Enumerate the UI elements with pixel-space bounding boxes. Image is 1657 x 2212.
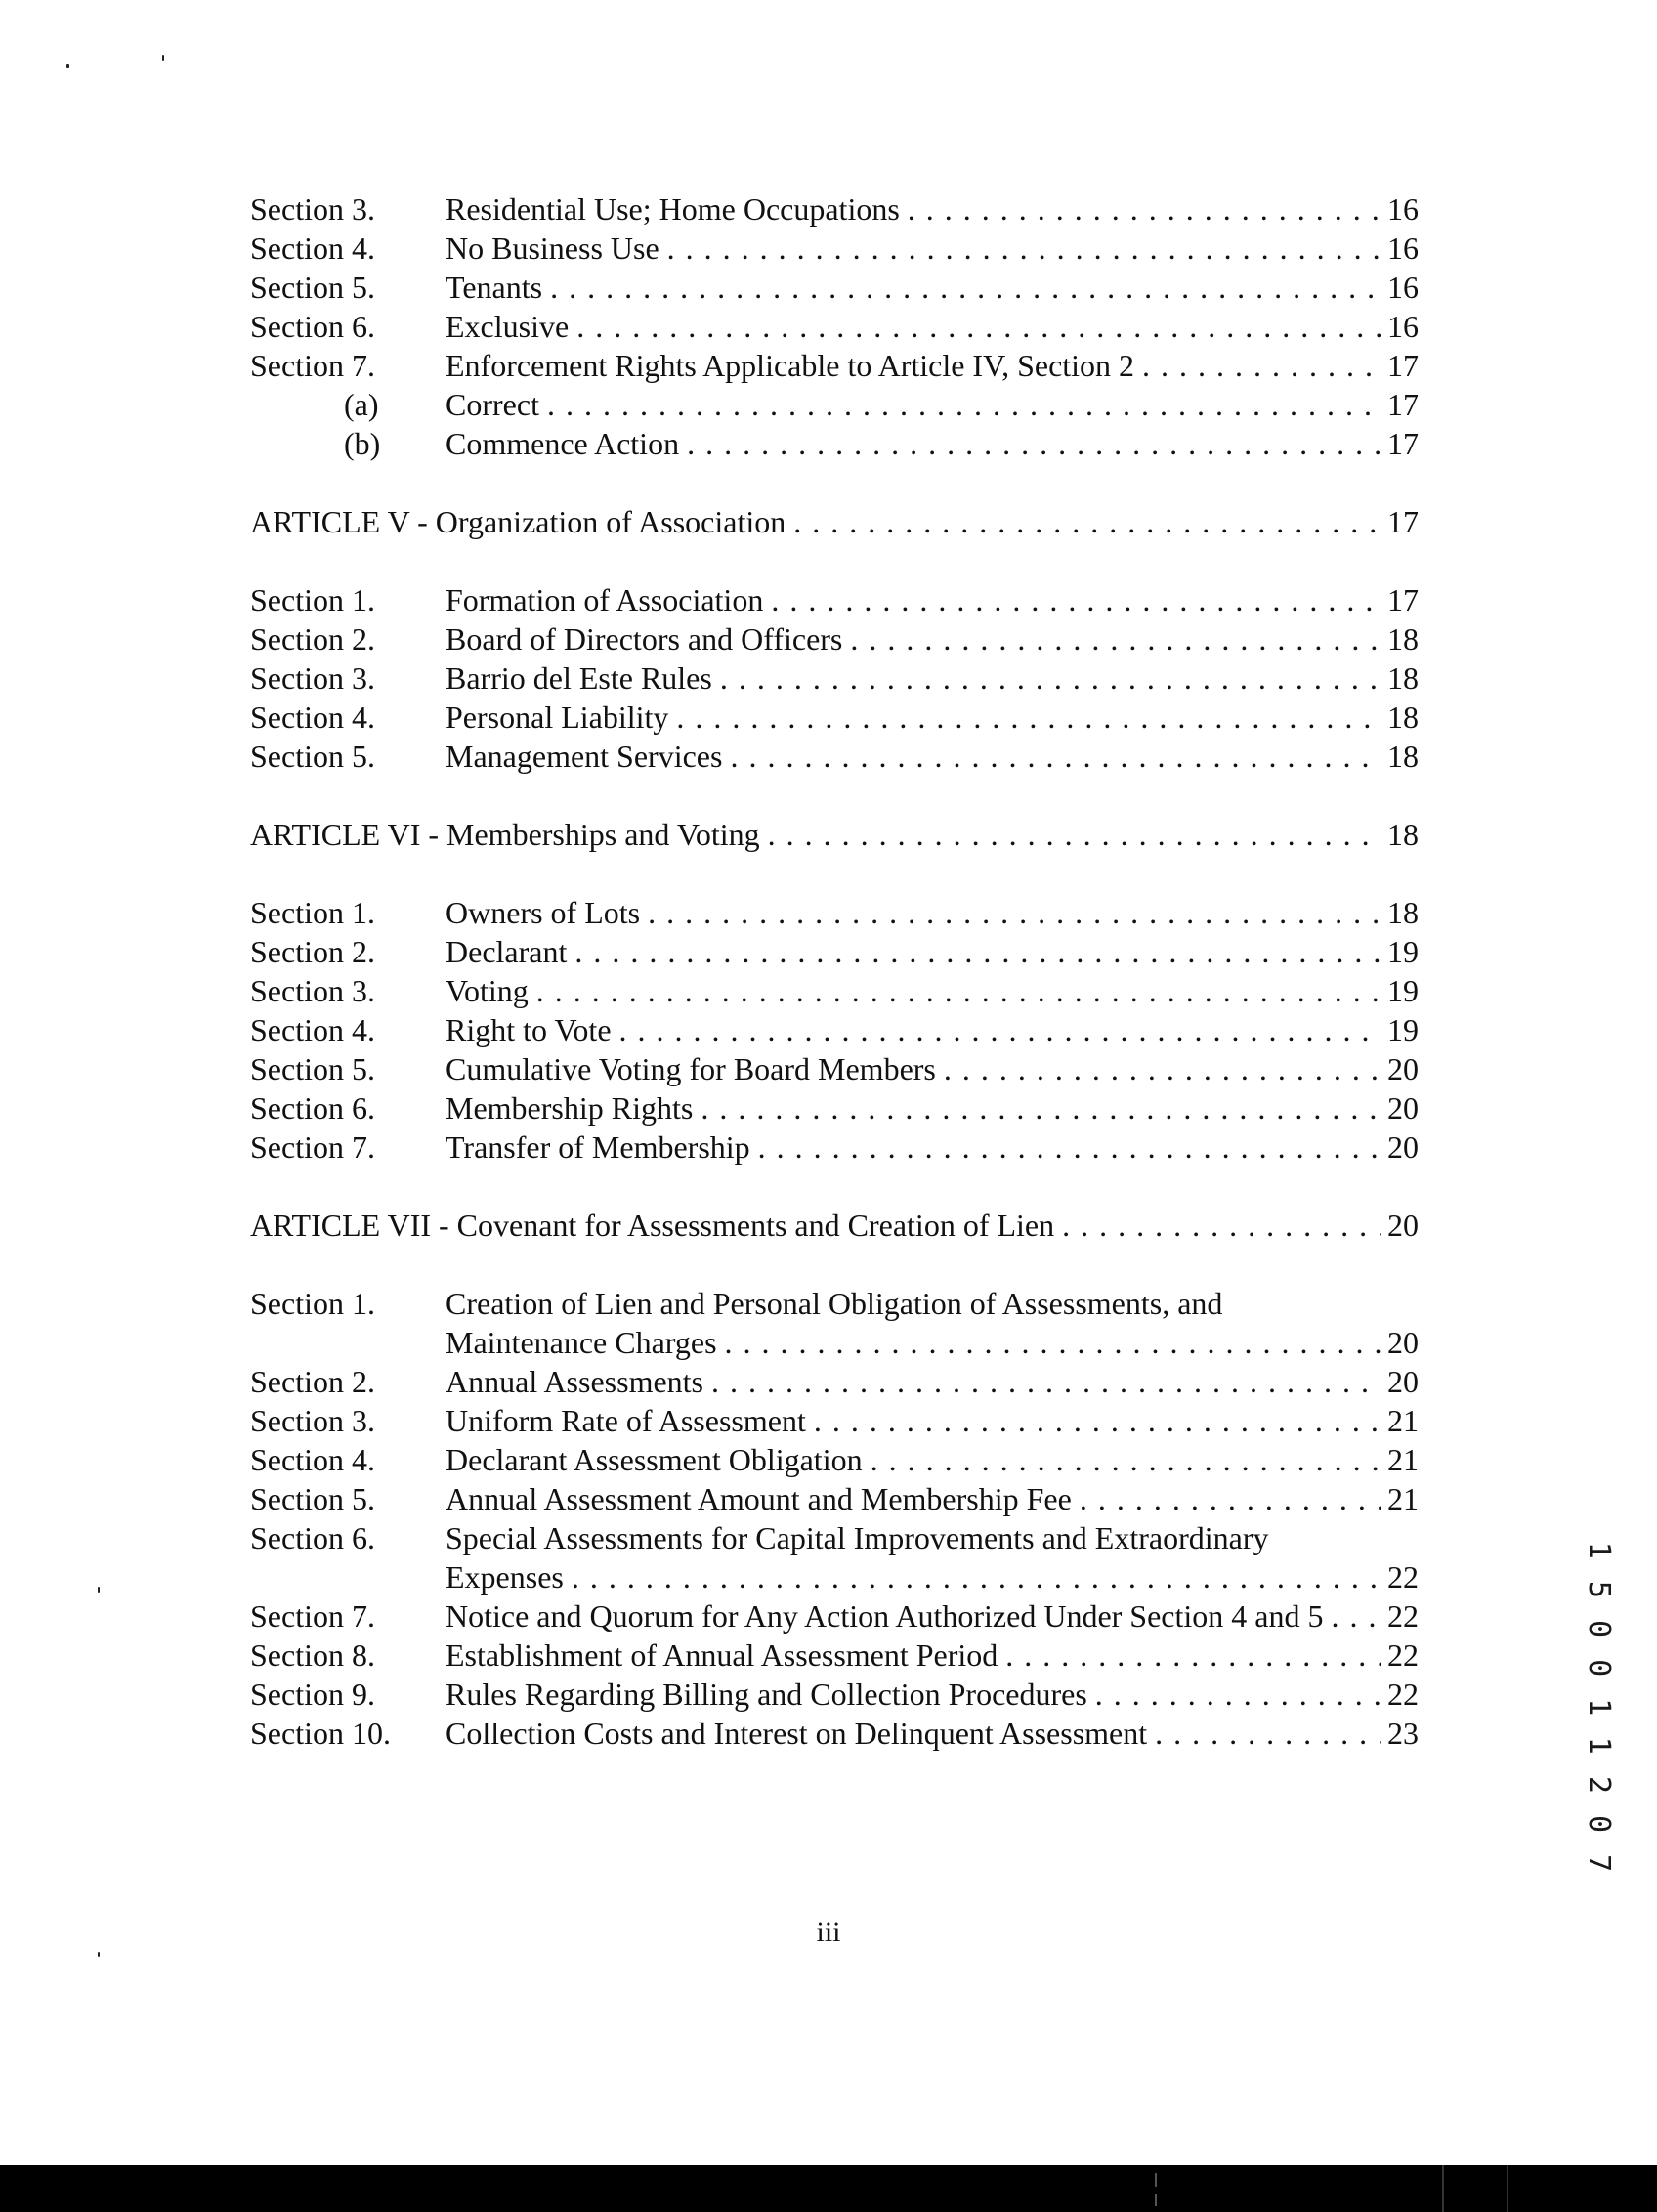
entry-title: Uniform Rate of Assessment xyxy=(446,1403,806,1438)
dot-leader xyxy=(701,1088,1381,1127)
page-ref: 20 xyxy=(1387,1208,1419,1243)
entry-title: No Business Use xyxy=(446,231,659,266)
entry-title: Special Assessments for Capital Improvements and Extraordinary xyxy=(446,1520,1269,1555)
scan-tick xyxy=(1155,2194,1157,2206)
section-label: Section 4. xyxy=(250,231,375,266)
toc-row xyxy=(250,1675,1419,1714)
toc-row xyxy=(250,580,1419,619)
toc-row-continuation xyxy=(250,1323,1419,1362)
toc-row xyxy=(250,659,1419,698)
page-ref: 17 xyxy=(1387,582,1419,617)
page-ref: 17 xyxy=(1387,387,1419,422)
entry-title: Cumulative Voting for Board Members xyxy=(446,1051,936,1086)
page-ref: 16 xyxy=(1387,309,1419,344)
dot-leader xyxy=(667,229,1381,268)
dot-leader xyxy=(648,893,1381,932)
dot-leader xyxy=(572,1557,1381,1596)
toc-row xyxy=(250,893,1419,932)
page-ref: 20 xyxy=(1387,1325,1419,1360)
section-label: Section 5. xyxy=(250,739,375,774)
entry-title: Voting xyxy=(446,973,529,1008)
page-ref: 22 xyxy=(1387,1638,1419,1673)
dot-leader xyxy=(771,580,1381,619)
toc-row xyxy=(250,1049,1419,1088)
entry-title: Annual Assessments xyxy=(446,1364,703,1399)
page-number: iii xyxy=(816,1916,841,1948)
page-ref: 16 xyxy=(1387,270,1419,305)
section-label: Section 7. xyxy=(250,348,375,383)
toc-row xyxy=(250,1440,1419,1479)
page-ref: 16 xyxy=(1387,231,1419,266)
page-ref: 18 xyxy=(1387,660,1419,696)
dot-leader xyxy=(908,190,1381,229)
page-ref: 19 xyxy=(1387,1012,1419,1047)
section-label: Section 6. xyxy=(250,1520,375,1555)
page-ref: 20 xyxy=(1387,1090,1419,1126)
page-ref: 18 xyxy=(1387,817,1419,852)
toc-row xyxy=(250,737,1419,776)
dot-leader xyxy=(814,1401,1381,1440)
toc-row xyxy=(250,932,1419,971)
toc-row xyxy=(250,307,1419,346)
entry-title: Transfer of Membership xyxy=(446,1129,750,1165)
toc-row xyxy=(250,1479,1419,1518)
section-label: Section 1. xyxy=(250,895,375,930)
page-ref: 20 xyxy=(1387,1129,1419,1165)
section-label: Section 2. xyxy=(250,1364,375,1399)
bates-number-lower: 1 2 0 7 xyxy=(1582,1736,1616,1875)
section-label: Section 4. xyxy=(250,1442,375,1477)
scan-speck xyxy=(162,55,164,61)
entry-title: Barrio del Este Rules xyxy=(446,660,712,696)
scan-border xyxy=(0,2165,1657,2212)
page-ref: 18 xyxy=(1387,700,1419,735)
entry-title: Expenses xyxy=(446,1559,564,1595)
entry-title: Exclusive xyxy=(446,309,570,344)
page-ref: 23 xyxy=(1387,1716,1419,1751)
dot-leader xyxy=(550,268,1381,307)
subsection-label: (a) xyxy=(344,387,379,422)
toc-row xyxy=(250,346,1419,385)
entry-title: Owners of Lots xyxy=(446,895,641,930)
entry-title: Notice and Quorum for Any Action Authorized Under Section 4 and 5 xyxy=(446,1598,1324,1634)
page-ref: 21 xyxy=(1387,1481,1419,1516)
dot-leader xyxy=(711,1362,1381,1401)
section-label: Section 3. xyxy=(250,1403,375,1438)
page-ref: 18 xyxy=(1387,739,1419,774)
page-ref: 20 xyxy=(1387,1364,1419,1399)
dot-leader xyxy=(725,1323,1381,1362)
entry-title: Board of Directors and Officers xyxy=(446,621,843,657)
page-ref: 19 xyxy=(1387,973,1419,1008)
section-label: Section 3. xyxy=(250,191,375,227)
dot-leader xyxy=(944,1049,1381,1088)
section-label: Section 3. xyxy=(250,660,375,696)
entry-title: Establishment of Annual Assessment Period xyxy=(446,1638,998,1673)
toc-row xyxy=(250,1284,1419,1323)
toc-row xyxy=(250,385,1419,424)
entry-title: Commence Action xyxy=(446,426,680,461)
page-ref: 21 xyxy=(1387,1403,1419,1438)
section-label: Section 7. xyxy=(250,1598,375,1634)
toc-row xyxy=(250,424,1419,463)
article-title: ARTICLE V - Organization of Association xyxy=(250,504,786,539)
entry-title: Annual Assessment Amount and Membership Fee xyxy=(446,1481,1072,1516)
toc-row xyxy=(250,1010,1419,1049)
toc-row xyxy=(250,619,1419,659)
page-ref: 19 xyxy=(1387,934,1419,969)
scan-speck xyxy=(66,64,69,68)
dot-leader xyxy=(1142,346,1381,385)
dot-leader xyxy=(576,307,1381,346)
entry-title: Enforcement Rights Applicable to Article IV, Section 2 xyxy=(446,348,1135,383)
section-label: Section 10. xyxy=(250,1716,391,1751)
entry-title: Correct xyxy=(446,387,539,422)
dot-leader xyxy=(1005,1636,1381,1675)
scan-tick xyxy=(1155,2173,1157,2187)
article-title: ARTICLE VI - Memberships and Voting xyxy=(250,817,760,852)
dot-leader xyxy=(676,698,1381,737)
page-ref: 17 xyxy=(1387,504,1419,539)
page-ref: 22 xyxy=(1387,1677,1419,1712)
toc-row xyxy=(250,1401,1419,1440)
toc-row xyxy=(250,698,1419,737)
section-label: Section 3. xyxy=(250,973,375,1008)
entry-title: Residential Use; Home Occupations xyxy=(446,191,900,227)
page-ref: 22 xyxy=(1387,1598,1419,1634)
toc-row xyxy=(250,1088,1419,1127)
article-heading-row xyxy=(250,815,1419,854)
article-heading-row xyxy=(250,502,1419,541)
subsection-label: (b) xyxy=(344,426,381,461)
dot-leader xyxy=(871,1440,1381,1479)
entry-title: Membership Rights xyxy=(446,1090,694,1126)
dot-leader xyxy=(730,737,1381,776)
page-ref: 17 xyxy=(1387,348,1419,383)
entry-title: Tenants xyxy=(446,270,543,305)
section-label: Section 8. xyxy=(250,1638,375,1673)
section-label: Section 4. xyxy=(250,1012,375,1047)
section-label: Section 6. xyxy=(250,1090,375,1126)
section-label: Section 4. xyxy=(250,700,375,735)
toc-row xyxy=(250,1362,1419,1401)
article-heading-row xyxy=(250,1206,1419,1245)
dot-leader xyxy=(1331,1596,1381,1636)
toc-row xyxy=(250,1714,1419,1753)
dot-leader xyxy=(758,1127,1381,1167)
page-ref: 18 xyxy=(1387,621,1419,657)
entry-title: Personal Liability xyxy=(446,700,669,735)
scan-tick xyxy=(1507,2165,1508,2212)
page-ref: 16 xyxy=(1387,191,1419,227)
entry-title: Right to Vote xyxy=(446,1012,612,1047)
bates-number-upper: 1 5 0 0 1 xyxy=(1582,1541,1616,1719)
entry-title: Creation of Lien and Personal Obligation of Assessments, and xyxy=(446,1286,1223,1321)
entry-title: Management Services xyxy=(446,739,723,774)
toc-row-continuation xyxy=(250,1557,1419,1596)
page-ref: 18 xyxy=(1387,895,1419,930)
page-ref: 17 xyxy=(1387,426,1419,461)
dot-leader xyxy=(1080,1479,1381,1518)
toc-row xyxy=(250,1518,1419,1557)
toc-row xyxy=(250,1636,1419,1675)
entry-title: Collection Costs and Interest on Delinquent Assessment xyxy=(446,1716,1148,1751)
section-label: Section 7. xyxy=(250,1129,375,1165)
dot-leader xyxy=(850,619,1381,659)
scan-tick xyxy=(1442,2165,1444,2212)
page-ref: 22 xyxy=(1387,1559,1419,1595)
dot-leader xyxy=(1095,1675,1381,1714)
entry-title: Formation of Association xyxy=(446,582,764,617)
dot-leader xyxy=(619,1010,1381,1049)
dot-leader xyxy=(547,385,1381,424)
section-label: Section 5. xyxy=(250,270,375,305)
scan-speck xyxy=(98,1952,100,1957)
dot-leader xyxy=(793,502,1381,541)
article-title: ARTICLE VII - Covenant for Assessments and Creation of Lien xyxy=(250,1208,1055,1243)
section-label: Section 2. xyxy=(250,934,375,969)
dot-leader xyxy=(768,815,1381,854)
toc-row xyxy=(250,229,1419,268)
section-label: Section 1. xyxy=(250,582,375,617)
page-ref: 20 xyxy=(1387,1051,1419,1086)
bates-stamp xyxy=(1582,1541,1616,1884)
section-label: Section 2. xyxy=(250,621,375,657)
dot-leader xyxy=(720,659,1381,698)
toc-row xyxy=(250,268,1419,307)
dot-leader xyxy=(687,424,1381,463)
toc-row xyxy=(250,190,1419,229)
section-label: Section 5. xyxy=(250,1481,375,1516)
dot-leader xyxy=(1062,1206,1381,1245)
section-label: Section 9. xyxy=(250,1677,375,1712)
dot-leader xyxy=(1155,1714,1381,1753)
scan-speck xyxy=(98,1587,100,1593)
entry-title: Declarant Assessment Obligation xyxy=(446,1442,863,1477)
dot-leader xyxy=(574,932,1381,971)
section-label: Section 5. xyxy=(250,1051,375,1086)
toc-row xyxy=(250,1596,1419,1636)
section-label: Section 1. xyxy=(250,1286,375,1321)
entry-title: Maintenance Charges xyxy=(446,1325,717,1360)
toc-row xyxy=(250,971,1419,1010)
dot-leader xyxy=(536,971,1381,1010)
section-label: Section 6. xyxy=(250,309,375,344)
toc-row xyxy=(250,1127,1419,1167)
page-ref: 21 xyxy=(1387,1442,1419,1477)
entry-title: Declarant xyxy=(446,934,568,969)
entry-title: Rules Regarding Billing and Collection Procedures xyxy=(446,1677,1087,1712)
